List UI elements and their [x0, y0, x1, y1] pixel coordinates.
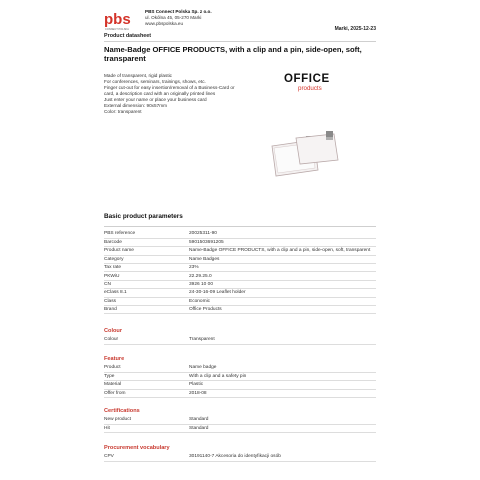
colour-heading: Colour — [104, 328, 123, 334]
table-row: Product name Name-Badge OFFICE PRODUCTS, with a clip and a pin, side-open, soft, transparent — [104, 247, 376, 255]
brand-logo-word: products — [298, 85, 322, 92]
params-title: Basic product parameters — [104, 213, 183, 220]
section-label: Product datasheet — [104, 33, 152, 39]
certifications-heading: Certifications — [104, 408, 140, 414]
table-row: PBS reference 20025311-90 — [104, 230, 376, 238]
table-row: PKWiU 22.29.25.0 — [104, 272, 376, 280]
params-table — [104, 230, 376, 314]
table-row: Offer from 2018-08 — [104, 389, 376, 397]
description-line: Finger cut-out for easy insertion/removal of a Business-Card or — [104, 85, 235, 90]
table-row: Brand Office Products — [104, 306, 376, 314]
pbs-logo — [104, 10, 132, 32]
description-line: card, a description card with an originally printed lines — [104, 91, 216, 96]
description-line: Color: transparent — [104, 109, 142, 114]
document-date: Marki, 2025-12-23 — [334, 26, 376, 32]
colour-table — [104, 336, 376, 345]
table-row: Material Plastic — [104, 381, 376, 389]
divider — [104, 226, 376, 227]
brand-logo-word: OFFICE — [284, 73, 330, 85]
table-row: CN 3926 10 00 — [104, 280, 376, 288]
table-row: Hit Standard — [104, 424, 376, 432]
table-row: Colour Transparent — [104, 336, 376, 344]
office-products-logo — [284, 74, 346, 96]
company-address: ul. Okólna 45, 05-270 Marki — [145, 15, 202, 21]
table-row: Class Economic — [104, 297, 376, 305]
company-info — [145, 9, 212, 28]
feature-heading: Feature — [104, 356, 125, 362]
description-line: Made of transparent, rigid plastic — [104, 73, 173, 78]
table-row: Tax rate 23% — [104, 264, 376, 272]
company-website[interactable]: www.pbspolska.eu — [145, 21, 184, 27]
table-row: eClass 8.1 24-30-16-09 Leaflet holder — [104, 289, 376, 297]
svg-text:pbs: pbs — [104, 11, 131, 28]
procurement-table — [104, 453, 376, 462]
page-header — [0, 0, 480, 42]
table-row: Barcode 5901503691205 — [104, 238, 376, 246]
svg-text:CONNECT POLSKA: CONNECT POLSKA — [105, 28, 129, 31]
description-line: External dimension: 90x57mm — [104, 103, 168, 108]
product-description — [104, 73, 264, 115]
procurement-heading: Procurement vocabulary — [104, 445, 170, 451]
description-line: For conferences, seminars, trainings, shows, etc. — [104, 79, 206, 84]
company-name: PBS Connect Polska Sp. z o.o. — [145, 9, 212, 14]
table-row: CPV 30191140-7 Akcesoria do identyfikacji osób — [104, 453, 376, 461]
certifications-table — [104, 416, 376, 433]
feature-table — [104, 364, 376, 398]
divider — [104, 41, 376, 42]
product-title: Name-Badge OFFICE PRODUCTS, with a clip and a pin, side-open, soft, transparent — [104, 45, 362, 64]
product-image — [268, 130, 340, 180]
table-row: Category Name Badges — [104, 255, 376, 263]
table-row: Product Name badge — [104, 364, 376, 372]
table-row: New product Standard — [104, 416, 376, 424]
table-row: Type With a clip and a safety pin — [104, 372, 376, 380]
description-line: Just enter your name or place your business card — [104, 97, 207, 102]
